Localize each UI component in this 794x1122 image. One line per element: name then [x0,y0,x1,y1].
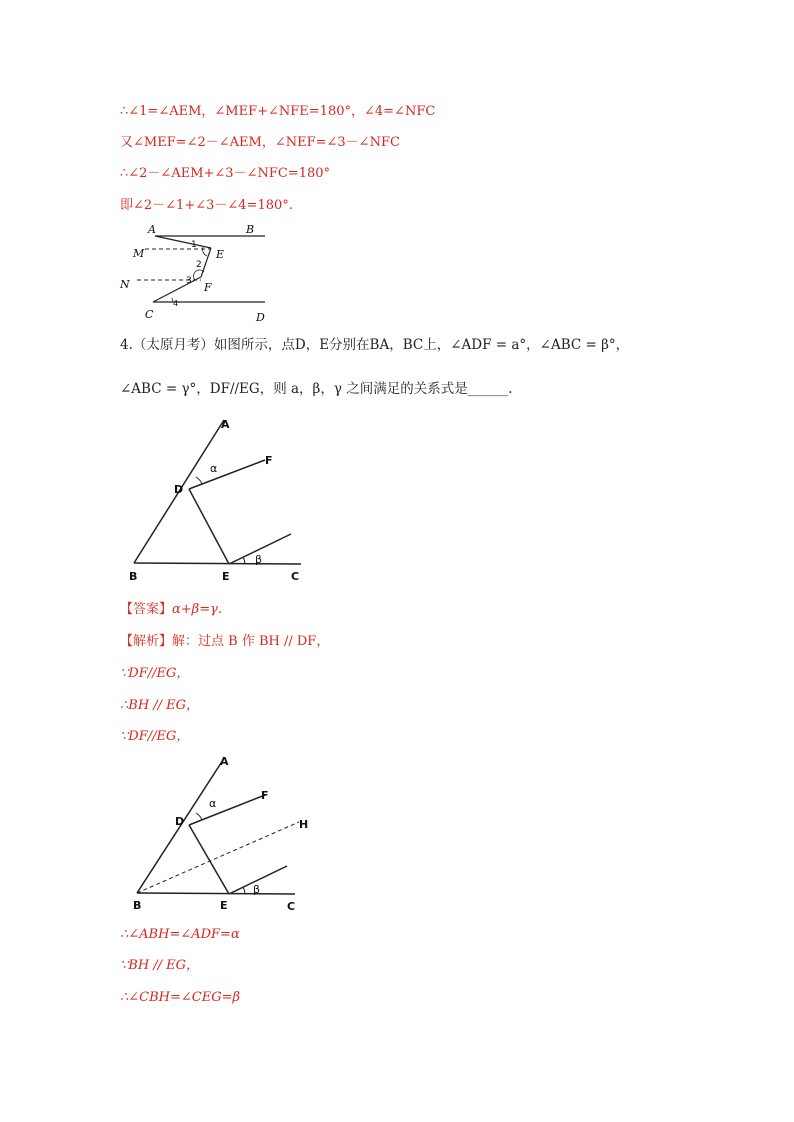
fig2-point-a: A [220,755,229,768]
question-line-1: 4.（太原月考）如图所示，点D，E分别在BA，BC上，∠ADF = a°，∠ABC = β°， [120,337,630,353]
prev-angle-4: 4 [173,299,179,308]
prev-point-f: F [204,281,212,294]
prev-point-a: A [148,223,156,236]
figure-2 [125,752,325,917]
prev-angle-3: 3 [186,276,192,286]
prev-point-n: N [120,278,130,291]
analysis-label: 【解析】 [120,634,173,649]
prev-point-m: M [133,247,145,260]
prev-solution-line-3: ∴∠2－∠AEM+∠3－∠NFC=180° [120,166,331,181]
fig1-point-d: D [174,483,184,496]
prev-solution-line-4: 即∠2－∠1+∠3－∠4=180°. [120,198,293,213]
prev-point-b: B [246,223,255,236]
figure-1 [125,415,310,585]
prev-angle-2: 2 [196,260,202,270]
fig2-point-e: E [220,899,228,912]
fig1-point-f: F [265,454,273,467]
fig1-angle-beta: β [255,553,263,566]
prev-figure [115,220,275,325]
prev-point-d: D [256,311,265,324]
analysis-intro: 解：过点 B 作 BH // DF， [172,634,330,649]
fig2-angle-beta: β [253,883,261,896]
analysis-line-2: ∴BH // EG， [120,698,200,713]
fig2-point-b: B [133,899,142,912]
fig2-point-d: D [175,815,185,828]
analysis-line-3: ∵DF//EG， [120,729,190,744]
fig1-point-c: C [291,570,300,583]
prev-solution-line-1: ∴∠1=∠AEM，∠MEF+∠NFE=180°，∠4=∠NFC [120,104,436,119]
fig1-point-e: E [222,570,230,583]
conclusion-line-2: ∵BH // EG， [120,958,200,973]
conclusion-line-1: ∴∠ABH=∠ADF=α [120,927,240,942]
analysis-line-1: ∵DF//EG， [120,666,190,681]
fig1-point-b: B [129,570,138,583]
answer-label: 【答案】 [120,602,173,617]
fig2-point-h: H [299,818,309,831]
analysis-intro-line [120,634,329,650]
fig1-point-a: A [221,418,230,431]
prev-solution-line-2: 又∠MEF=∠2－∠AEM，∠NEF=∠3－∠NFC [120,135,400,150]
fig2-point-f: F [261,789,269,802]
fig2-point-c: C [287,900,296,913]
question-line-2: ∠ABC = γ°，DF//EG，则 a，β，γ 之间满足的关系式是______. [120,381,513,397]
fig1-angle-alpha: α [210,462,218,475]
answer-text: α+β=γ. [172,602,222,617]
conclusion-line-3: ∴∠CBH=∠CEG=β [120,990,241,1005]
prev-angle-1: 1 [191,240,197,250]
fig2-angle-alpha: α [209,797,217,810]
answer-line [120,602,222,618]
prev-point-e: E [216,248,225,261]
prev-point-c: C [145,308,154,321]
